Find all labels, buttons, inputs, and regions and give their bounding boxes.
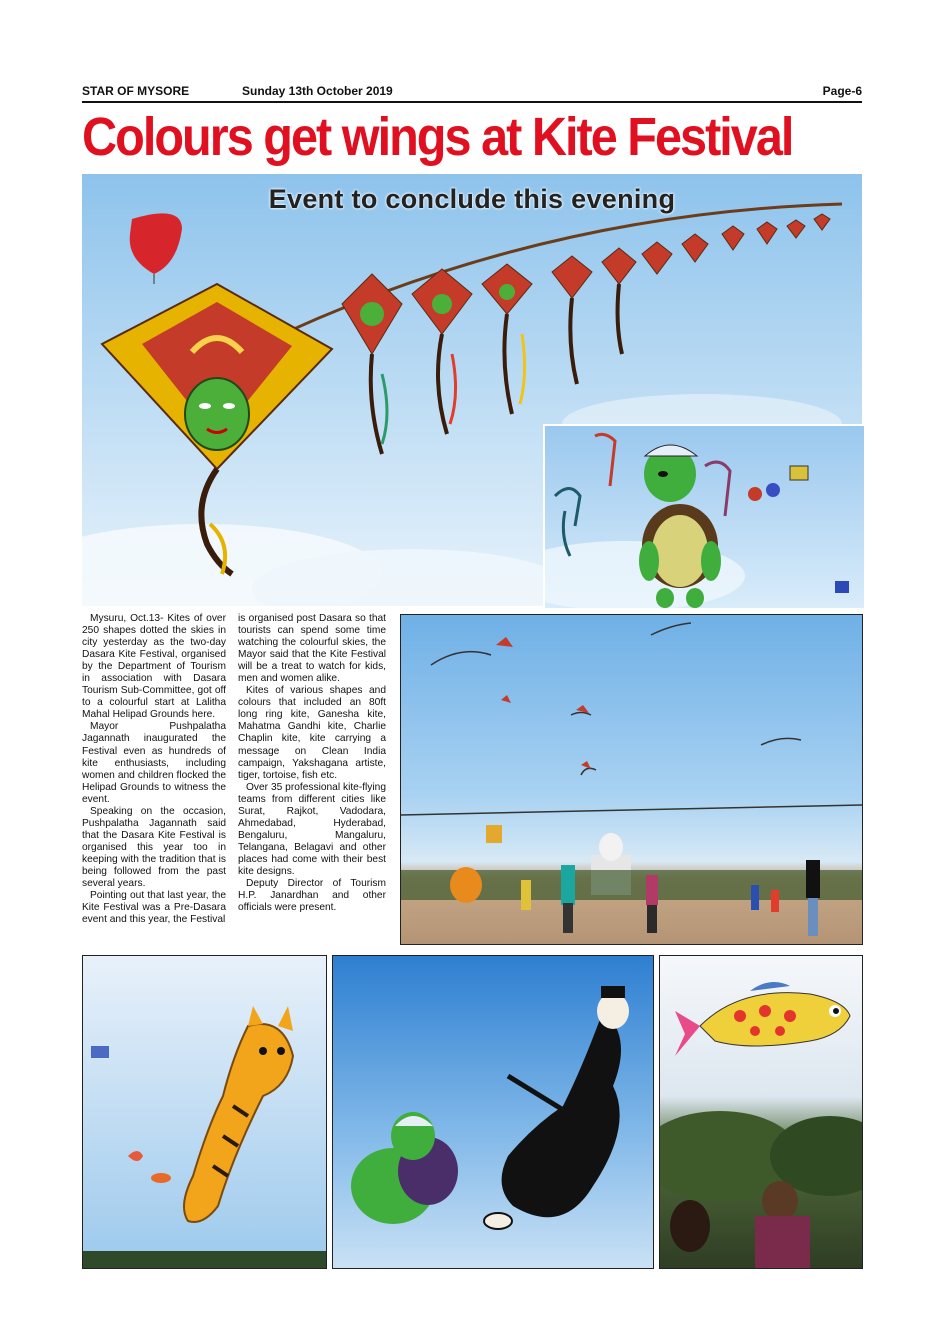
headline: Colours get wings at Kite Festival bbox=[82, 107, 793, 167]
inset-photo-turtle-kite bbox=[543, 424, 864, 608]
article-paragraph: Mayor Pushpalatha Jagannath inaugurated the Festival even as hundreds of kite enthusiasts, including women and children flocked the Helipad Grounds to witness the event. bbox=[82, 721, 226, 805]
tiger-kite-illustration bbox=[83, 956, 326, 1268]
article-column-1 bbox=[82, 613, 226, 926]
ground-scene-illustration bbox=[401, 615, 862, 944]
masthead-rule bbox=[82, 101, 862, 103]
fish-kite-illustration bbox=[660, 956, 862, 1268]
turtle-kite-illustration bbox=[545, 426, 864, 608]
article-paragraph: Deputy Director of Tourism H.P. Janardhan and other officials were present. bbox=[238, 878, 386, 914]
photo-tiger-kite bbox=[82, 955, 327, 1269]
article-paragraph: Speaking on the occasion, Pushpalatha Jagannath said that the Dasara Kite Festival is organised this year too in keeping with the tradition that is being followed from the past several years. bbox=[82, 805, 226, 890]
subheadline: Event to conclude this evening bbox=[268, 184, 676, 214]
chaplin-turtle-illustration bbox=[333, 956, 653, 1268]
photo-fish-kite bbox=[659, 955, 863, 1269]
article-column-2 bbox=[238, 613, 386, 914]
article-paragraph: is organised post Dasara so that tourists can spend some time watching the colourful skies, the Mayor said that the Kite Festival will be a treat to watch for kids, men and women alike. bbox=[238, 613, 386, 685]
issue-date: Sunday 13th October 2019 bbox=[242, 84, 393, 98]
photo-kite-flyers-ground bbox=[400, 614, 863, 945]
article-paragraph: Over 35 professional kite-flying teams from different cities like Surat, Rajkot, Vadodara, Ahmedabad, Hyderabad, Bengaluru, Mangaluru, Telangana, Belagavi and other places had come with their best kite designs. bbox=[238, 781, 386, 877]
article-paragraph: Kites of various shapes and colours that included an 80ft long ring kite, Ganesha kite, Mahatma Gandhi kite, Charlie Chaplin kite, kite carrying a message on Clean India campaign, Yakshagana artiste, tiger, tortoise, fish etc. bbox=[238, 685, 386, 781]
article-paragraph: Mysuru, Oct.13- Kites of over 250 shapes dotted the skies in city yesterday as the two-day Dasara Kite Festival, organised by the Department of Tourism in association with Dasara Tourism Sub-Committee, got off to a colourful start at Lalitha Mahal Helipad Grounds here. bbox=[82, 613, 226, 721]
page-number: Page-6 bbox=[822, 84, 862, 98]
newspaper-name: STAR OF MYSORE bbox=[82, 84, 190, 98]
article-paragraph: Pointing out that last year, the Kite Festival was a Pre-Dasara event and this year, the Festival bbox=[82, 890, 226, 926]
photo-turtle-and-chaplin-kites bbox=[332, 955, 654, 1269]
